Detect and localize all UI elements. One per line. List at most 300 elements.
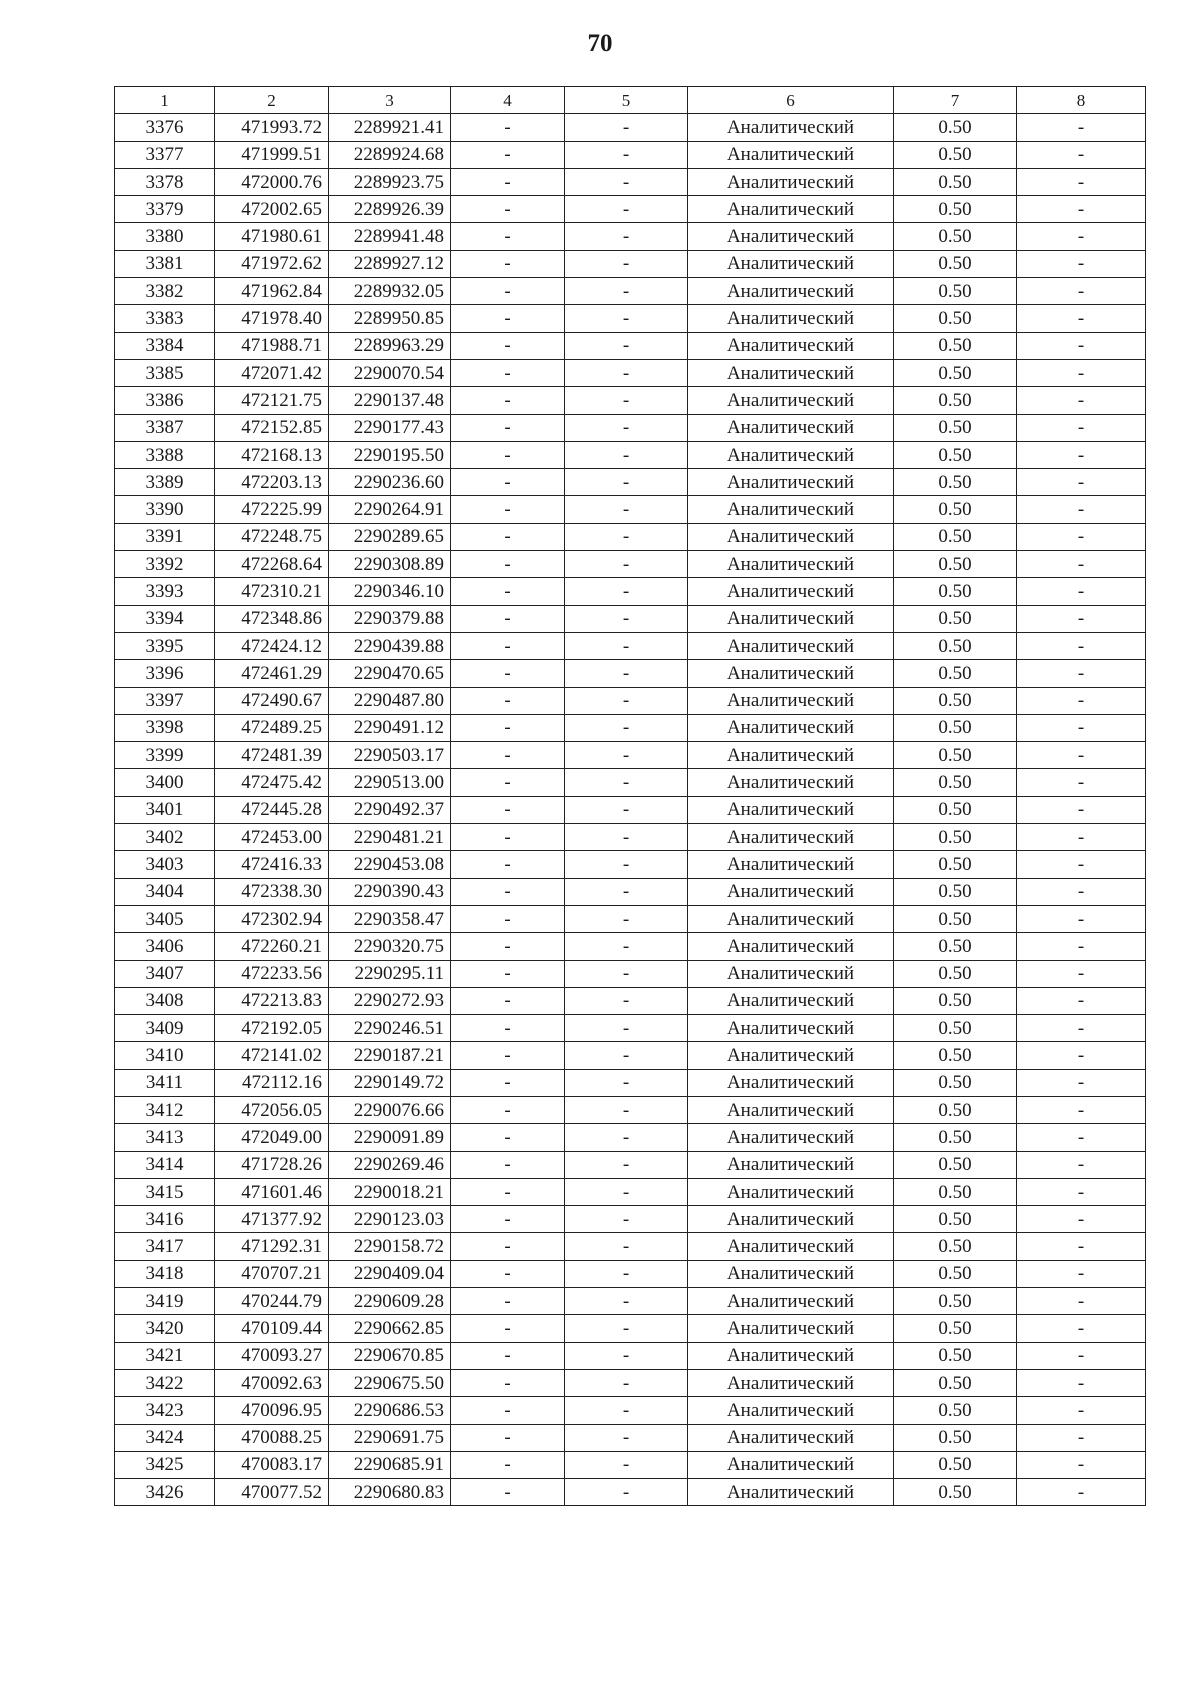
point-number-cell: 3383 [115, 305, 215, 332]
method-cell: Аналитический [688, 1178, 894, 1205]
x-coordinate-cell: 472056.05 [215, 1096, 329, 1123]
method-cell: Аналитический [688, 414, 894, 441]
table-row [115, 1233, 1146, 1260]
col-4-value-cell: - [451, 769, 565, 796]
point-number-cell: 3398 [115, 714, 215, 741]
point-number-cell: 3399 [115, 742, 215, 769]
col-5-value-cell: - [565, 359, 688, 386]
point-number-cell: 3382 [115, 278, 215, 305]
col-5-value-cell: - [565, 714, 688, 741]
accuracy-cell: 0.50 [894, 1342, 1017, 1369]
table-row [115, 1206, 1146, 1233]
point-number-cell: 3426 [115, 1479, 215, 1506]
y-coordinate-cell: 2290409.04 [329, 1260, 451, 1287]
col-5-value-cell: - [565, 851, 688, 878]
col-8-value-cell: - [1017, 496, 1146, 523]
accuracy-cell: 0.50 [894, 1424, 1017, 1451]
table-row [115, 523, 1146, 550]
col-4-value-cell: - [451, 414, 565, 441]
x-coordinate-cell: 471972.62 [215, 250, 329, 277]
coordinates-table [114, 86, 1146, 1506]
col-5-value-cell: - [565, 878, 688, 905]
table-row [115, 1096, 1146, 1123]
method-cell: Аналитический [688, 769, 894, 796]
accuracy-cell: 0.50 [894, 1124, 1017, 1151]
col-4-value-cell: - [451, 1397, 565, 1424]
col-5-value-cell: - [565, 632, 688, 659]
table-row [115, 578, 1146, 605]
method-cell: Аналитический [688, 796, 894, 823]
col-5-value-cell: - [565, 660, 688, 687]
col-5-value-cell: - [565, 987, 688, 1014]
y-coordinate-cell: 2289923.75 [329, 168, 451, 195]
method-cell: Аналитический [688, 1315, 894, 1342]
method-cell: Аналитический [688, 987, 894, 1014]
point-number-cell: 3414 [115, 1151, 215, 1178]
col-8-value-cell: - [1017, 714, 1146, 741]
table-row [115, 632, 1146, 659]
accuracy-cell: 0.50 [894, 714, 1017, 741]
col-5-value-cell: - [565, 960, 688, 987]
x-coordinate-cell: 472453.00 [215, 824, 329, 851]
col-8-value-cell: - [1017, 387, 1146, 414]
col-5-value-cell: - [565, 1315, 688, 1342]
y-coordinate-cell: 2290609.28 [329, 1288, 451, 1315]
col-8-value-cell: - [1017, 114, 1146, 141]
table-row [115, 250, 1146, 277]
x-coordinate-cell: 472481.39 [215, 742, 329, 769]
method-cell: Аналитический [688, 1206, 894, 1233]
x-coordinate-cell: 471292.31 [215, 1233, 329, 1260]
method-cell: Аналитический [688, 605, 894, 632]
point-number-cell: 3390 [115, 496, 215, 523]
y-coordinate-cell: 2290158.72 [329, 1233, 451, 1260]
col-5-value-cell: - [565, 796, 688, 823]
accuracy-cell: 0.50 [894, 1151, 1017, 1178]
col-4-value-cell: - [451, 987, 565, 1014]
x-coordinate-cell: 471728.26 [215, 1151, 329, 1178]
col-5-value-cell: - [565, 414, 688, 441]
accuracy-cell: 0.50 [894, 605, 1017, 632]
col-8-value-cell: - [1017, 851, 1146, 878]
y-coordinate-cell: 2290272.93 [329, 987, 451, 1014]
point-number-cell: 3402 [115, 824, 215, 851]
x-coordinate-cell: 472348.86 [215, 605, 329, 632]
method-cell: Аналитический [688, 878, 894, 905]
x-coordinate-cell: 472445.28 [215, 796, 329, 823]
col-4-value-cell: - [451, 714, 565, 741]
method-cell: Аналитический [688, 1151, 894, 1178]
col-4-value-cell: - [451, 223, 565, 250]
accuracy-cell: 0.50 [894, 1288, 1017, 1315]
method-cell: Аналитический [688, 278, 894, 305]
accuracy-cell: 0.50 [894, 1260, 1017, 1287]
method-cell: Аналитический [688, 141, 894, 168]
point-number-cell: 3384 [115, 332, 215, 359]
method-cell: Аналитический [688, 1042, 894, 1069]
col-4-value-cell: - [451, 851, 565, 878]
table-row [115, 551, 1146, 578]
point-number-cell: 3401 [115, 796, 215, 823]
col-5-value-cell: - [565, 551, 688, 578]
col-5-value-cell: - [565, 1124, 688, 1151]
method-cell: Аналитический [688, 578, 894, 605]
accuracy-cell: 0.50 [894, 632, 1017, 659]
table-row [115, 1151, 1146, 1178]
table-row [115, 987, 1146, 1014]
col-5-value-cell: - [565, 1233, 688, 1260]
table-row [115, 1369, 1146, 1396]
point-number-cell: 3387 [115, 414, 215, 441]
point-number-cell: 3419 [115, 1288, 215, 1315]
col-4-value-cell: - [451, 523, 565, 550]
y-coordinate-cell: 2290246.51 [329, 1015, 451, 1042]
col-5-value-cell: - [565, 1424, 688, 1451]
col-5-value-cell: - [565, 114, 688, 141]
x-coordinate-cell: 472302.94 [215, 905, 329, 932]
table-row [115, 168, 1146, 195]
y-coordinate-cell: 2290513.00 [329, 769, 451, 796]
col-5-value-cell: - [565, 1206, 688, 1233]
point-number-cell: 3423 [115, 1397, 215, 1424]
x-coordinate-cell: 470244.79 [215, 1288, 329, 1315]
accuracy-cell: 0.50 [894, 687, 1017, 714]
table-row [115, 305, 1146, 332]
table-row [115, 796, 1146, 823]
method-cell: Аналитический [688, 441, 894, 468]
accuracy-cell: 0.50 [894, 114, 1017, 141]
x-coordinate-cell: 471988.71 [215, 332, 329, 359]
accuracy-cell: 0.50 [894, 359, 1017, 386]
method-cell: Аналитический [688, 305, 894, 332]
col-8-value-cell: - [1017, 1424, 1146, 1451]
col-8-value-cell: - [1017, 1124, 1146, 1151]
y-coordinate-cell: 2290503.17 [329, 742, 451, 769]
column-header-4: 4 [451, 87, 565, 114]
x-coordinate-cell: 472489.25 [215, 714, 329, 741]
y-coordinate-cell: 2290379.88 [329, 605, 451, 632]
col-8-value-cell: - [1017, 1315, 1146, 1342]
table-row [115, 332, 1146, 359]
accuracy-cell: 0.50 [894, 1479, 1017, 1506]
col-5-value-cell: - [565, 605, 688, 632]
y-coordinate-cell: 2290091.89 [329, 1124, 451, 1151]
method-cell: Аналитический [688, 933, 894, 960]
x-coordinate-cell: 470093.27 [215, 1342, 329, 1369]
col-4-value-cell: - [451, 1015, 565, 1042]
accuracy-cell: 0.50 [894, 796, 1017, 823]
table-row [115, 1288, 1146, 1315]
col-5-value-cell: - [565, 168, 688, 195]
col-8-value-cell: - [1017, 878, 1146, 905]
col-4-value-cell: - [451, 796, 565, 823]
accuracy-cell: 0.50 [894, 551, 1017, 578]
y-coordinate-cell: 2290390.43 [329, 878, 451, 905]
accuracy-cell: 0.50 [894, 523, 1017, 550]
y-coordinate-cell: 2289926.39 [329, 196, 451, 223]
point-number-cell: 3415 [115, 1178, 215, 1205]
method-cell: Аналитический [688, 1069, 894, 1096]
method-cell: Аналитический [688, 1369, 894, 1396]
col-4-value-cell: - [451, 1451, 565, 1478]
col-4-value-cell: - [451, 168, 565, 195]
col-8-value-cell: - [1017, 1096, 1146, 1123]
accuracy-cell: 0.50 [894, 1096, 1017, 1123]
col-8-value-cell: - [1017, 441, 1146, 468]
table-row [115, 1451, 1146, 1478]
method-cell: Аналитический [688, 1233, 894, 1260]
table-body [115, 114, 1146, 1506]
col-5-value-cell: - [565, 332, 688, 359]
accuracy-cell: 0.50 [894, 196, 1017, 223]
x-coordinate-cell: 472141.02 [215, 1042, 329, 1069]
table-row [115, 141, 1146, 168]
y-coordinate-cell: 2290295.11 [329, 960, 451, 987]
table-row [115, 660, 1146, 687]
point-number-cell: 3395 [115, 632, 215, 659]
point-number-cell: 3411 [115, 1069, 215, 1096]
x-coordinate-cell: 471962.84 [215, 278, 329, 305]
y-coordinate-cell: 2290686.53 [329, 1397, 451, 1424]
col-4-value-cell: - [451, 1124, 565, 1151]
col-4-value-cell: - [451, 878, 565, 905]
col-8-value-cell: - [1017, 551, 1146, 578]
col-4-value-cell: - [451, 496, 565, 523]
col-8-value-cell: - [1017, 1151, 1146, 1178]
x-coordinate-cell: 472416.33 [215, 851, 329, 878]
col-5-value-cell: - [565, 223, 688, 250]
col-8-value-cell: - [1017, 933, 1146, 960]
method-cell: Аналитический [688, 1451, 894, 1478]
x-coordinate-cell: 470077.52 [215, 1479, 329, 1506]
col-4-value-cell: - [451, 1069, 565, 1096]
method-cell: Аналитический [688, 687, 894, 714]
accuracy-cell: 0.50 [894, 987, 1017, 1014]
accuracy-cell: 0.50 [894, 168, 1017, 195]
x-coordinate-cell: 472268.64 [215, 551, 329, 578]
col-8-value-cell: - [1017, 414, 1146, 441]
x-coordinate-cell: 472233.56 [215, 960, 329, 987]
y-coordinate-cell: 2290358.47 [329, 905, 451, 932]
point-number-cell: 3403 [115, 851, 215, 878]
table-row [115, 1042, 1146, 1069]
col-4-value-cell: - [451, 578, 565, 605]
accuracy-cell: 0.50 [894, 387, 1017, 414]
col-5-value-cell: - [565, 496, 688, 523]
accuracy-cell: 0.50 [894, 469, 1017, 496]
col-5-value-cell: - [565, 1178, 688, 1205]
x-coordinate-cell: 472168.13 [215, 441, 329, 468]
col-5-value-cell: - [565, 278, 688, 305]
col-4-value-cell: - [451, 742, 565, 769]
x-coordinate-cell: 472225.99 [215, 496, 329, 523]
accuracy-cell: 0.50 [894, 824, 1017, 851]
point-number-cell: 3417 [115, 1233, 215, 1260]
y-coordinate-cell: 2290439.88 [329, 632, 451, 659]
col-5-value-cell: - [565, 1397, 688, 1424]
y-coordinate-cell: 2290289.65 [329, 523, 451, 550]
x-coordinate-cell: 472112.16 [215, 1069, 329, 1096]
method-cell: Аналитический [688, 359, 894, 386]
y-coordinate-cell: 2289921.41 [329, 114, 451, 141]
x-coordinate-cell: 472002.65 [215, 196, 329, 223]
col-5-value-cell: - [565, 250, 688, 277]
x-coordinate-cell: 471980.61 [215, 223, 329, 250]
col-8-value-cell: - [1017, 278, 1146, 305]
col-8-value-cell: - [1017, 1233, 1146, 1260]
col-8-value-cell: - [1017, 1397, 1146, 1424]
point-number-cell: 3377 [115, 141, 215, 168]
col-4-value-cell: - [451, 441, 565, 468]
column-header-5: 5 [565, 87, 688, 114]
accuracy-cell: 0.50 [894, 278, 1017, 305]
y-coordinate-cell: 2290177.43 [329, 414, 451, 441]
col-8-value-cell: - [1017, 332, 1146, 359]
col-5-value-cell: - [565, 1451, 688, 1478]
table-row [115, 1342, 1146, 1369]
x-coordinate-cell: 472424.12 [215, 632, 329, 659]
point-number-cell: 3420 [115, 1315, 215, 1342]
accuracy-cell: 0.50 [894, 1315, 1017, 1342]
col-8-value-cell: - [1017, 960, 1146, 987]
page-number: 70 [587, 30, 613, 57]
y-coordinate-cell: 2289950.85 [329, 305, 451, 332]
col-5-value-cell: - [565, 196, 688, 223]
y-coordinate-cell: 2290670.85 [329, 1342, 451, 1369]
accuracy-cell: 0.50 [894, 1397, 1017, 1424]
col-8-value-cell: - [1017, 196, 1146, 223]
y-coordinate-cell: 2290236.60 [329, 469, 451, 496]
x-coordinate-cell: 471601.46 [215, 1178, 329, 1205]
x-coordinate-cell: 472192.05 [215, 1015, 329, 1042]
x-coordinate-cell: 472475.42 [215, 769, 329, 796]
x-coordinate-cell: 472248.75 [215, 523, 329, 550]
method-cell: Аналитический [688, 1260, 894, 1287]
table-row [115, 1424, 1146, 1451]
x-coordinate-cell: 470707.21 [215, 1260, 329, 1287]
x-coordinate-cell: 472213.83 [215, 987, 329, 1014]
col-4-value-cell: - [451, 960, 565, 987]
col-4-value-cell: - [451, 332, 565, 359]
y-coordinate-cell: 2290662.85 [329, 1315, 451, 1342]
table-row [115, 714, 1146, 741]
accuracy-cell: 0.50 [894, 1233, 1017, 1260]
method-cell: Аналитический [688, 196, 894, 223]
col-4-value-cell: - [451, 278, 565, 305]
table-row [115, 387, 1146, 414]
y-coordinate-cell: 2289941.48 [329, 223, 451, 250]
method-cell: Аналитический [688, 1288, 894, 1315]
col-8-value-cell: - [1017, 987, 1146, 1014]
col-8-value-cell: - [1017, 796, 1146, 823]
col-4-value-cell: - [451, 1424, 565, 1451]
col-4-value-cell: - [451, 1096, 565, 1123]
col-4-value-cell: - [451, 824, 565, 851]
point-number-cell: 3400 [115, 769, 215, 796]
col-5-value-cell: - [565, 905, 688, 932]
col-5-value-cell: - [565, 1042, 688, 1069]
accuracy-cell: 0.50 [894, 578, 1017, 605]
col-4-value-cell: - [451, 933, 565, 960]
col-5-value-cell: - [565, 1096, 688, 1123]
y-coordinate-cell: 2290453.08 [329, 851, 451, 878]
point-number-cell: 3405 [115, 905, 215, 932]
table-row [115, 114, 1146, 141]
method-cell: Аналитический [688, 714, 894, 741]
col-5-value-cell: - [565, 1369, 688, 1396]
table-row [115, 1178, 1146, 1205]
point-number-cell: 3410 [115, 1042, 215, 1069]
point-number-cell: 3381 [115, 250, 215, 277]
col-8-value-cell: - [1017, 168, 1146, 195]
table-row [115, 687, 1146, 714]
accuracy-cell: 0.50 [894, 1206, 1017, 1233]
table-row [115, 196, 1146, 223]
col-5-value-cell: - [565, 469, 688, 496]
y-coordinate-cell: 2290492.37 [329, 796, 451, 823]
method-cell: Аналитический [688, 332, 894, 359]
table-row [115, 441, 1146, 468]
col-8-value-cell: - [1017, 824, 1146, 851]
x-coordinate-cell: 472490.67 [215, 687, 329, 714]
col-5-value-cell: - [565, 687, 688, 714]
col-4-value-cell: - [451, 687, 565, 714]
y-coordinate-cell: 2290076.66 [329, 1096, 451, 1123]
table-row [115, 1124, 1146, 1151]
col-4-value-cell: - [451, 1260, 565, 1287]
table-row [115, 605, 1146, 632]
y-coordinate-cell: 2290308.89 [329, 551, 451, 578]
column-header-8: 8 [1017, 87, 1146, 114]
col-8-value-cell: - [1017, 660, 1146, 687]
col-4-value-cell: - [451, 1233, 565, 1260]
y-coordinate-cell: 2290487.80 [329, 687, 451, 714]
col-8-value-cell: - [1017, 1451, 1146, 1478]
y-coordinate-cell: 2290491.12 [329, 714, 451, 741]
y-coordinate-cell: 2290123.03 [329, 1206, 451, 1233]
method-cell: Аналитический [688, 960, 894, 987]
col-4-value-cell: - [451, 1342, 565, 1369]
col-8-value-cell: - [1017, 632, 1146, 659]
accuracy-cell: 0.50 [894, 905, 1017, 932]
col-4-value-cell: - [451, 387, 565, 414]
col-8-value-cell: - [1017, 578, 1146, 605]
col-5-value-cell: - [565, 523, 688, 550]
col-8-value-cell: - [1017, 359, 1146, 386]
col-4-value-cell: - [451, 141, 565, 168]
table-row [115, 960, 1146, 987]
point-number-cell: 3424 [115, 1424, 215, 1451]
col-8-value-cell: - [1017, 742, 1146, 769]
point-number-cell: 3416 [115, 1206, 215, 1233]
col-4-value-cell: - [451, 469, 565, 496]
accuracy-cell: 0.50 [894, 851, 1017, 878]
table-header-row [115, 87, 1146, 114]
method-cell: Аналитический [688, 250, 894, 277]
col-4-value-cell: - [451, 1178, 565, 1205]
x-coordinate-cell: 471993.72 [215, 114, 329, 141]
column-header-3: 3 [329, 87, 451, 114]
col-8-value-cell: - [1017, 1342, 1146, 1369]
table-row [115, 414, 1146, 441]
col-8-value-cell: - [1017, 1042, 1146, 1069]
point-number-cell: 3376 [115, 114, 215, 141]
point-number-cell: 3412 [115, 1096, 215, 1123]
table-row [115, 933, 1146, 960]
accuracy-cell: 0.50 [894, 1042, 1017, 1069]
point-number-cell: 3408 [115, 987, 215, 1014]
table-row [115, 278, 1146, 305]
